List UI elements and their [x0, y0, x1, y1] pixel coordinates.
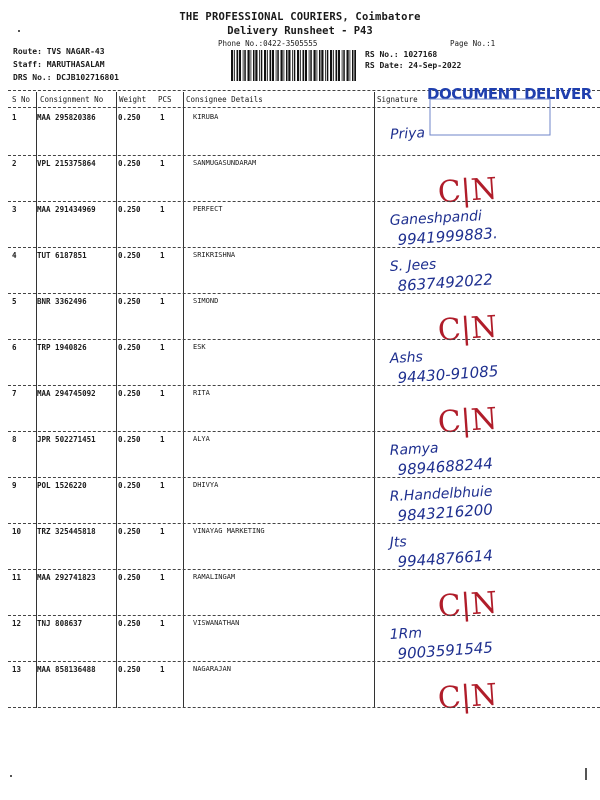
row-signature	[370, 208, 595, 255]
column-header-rule	[8, 107, 600, 108]
rs-date: RS Date: 24-Sep-2022	[365, 61, 462, 70]
row-weight: 0.250	[118, 343, 141, 352]
row-signature	[370, 533, 595, 577]
row-consignment-no: TUT 6187851	[37, 251, 87, 260]
row-signature	[370, 441, 595, 485]
row-consignee: RAMALINGAM	[193, 573, 236, 581]
rs-number: RS No.: 1027168	[365, 50, 438, 59]
signature-phone: 9944876614	[397, 546, 494, 571]
row-weight: 0.250	[118, 159, 141, 168]
row-consignee: DHIVYA	[193, 481, 219, 489]
row-weight: 0.250	[118, 205, 141, 214]
row-consignment-no: BNR 3362496	[37, 297, 87, 306]
signature-text: Ganeshpandi	[389, 208, 483, 229]
row-separator	[8, 615, 600, 616]
signature-text: Priya	[389, 125, 426, 143]
row-weight: 0.250	[118, 573, 141, 582]
col-header-sno: S No	[12, 95, 31, 104]
row-pcs: 1	[160, 389, 165, 398]
delivery-stamp-mark	[430, 99, 550, 135]
row-separator	[8, 339, 600, 340]
row-sno: 12	[12, 619, 22, 628]
row-pcs: 1	[160, 113, 165, 122]
row-weight: 0.250	[118, 619, 141, 628]
row-weight: 0.250	[118, 481, 141, 490]
document-delivered-stamp: DOCUMENT DELIVER	[427, 85, 592, 103]
row-separator	[8, 523, 600, 524]
row-signature	[370, 579, 595, 623]
col-header-pcs: PCS	[158, 95, 172, 104]
row-separator	[8, 247, 600, 248]
phone-number: Phone No.:0422-3505555	[218, 39, 318, 48]
row-pcs: 1	[160, 297, 165, 306]
row-consignment-no: TRZ 325445818	[37, 527, 96, 536]
signature-text: 1Rm	[389, 625, 423, 643]
row-consignee: PERFECT	[193, 205, 223, 213]
signature-text: R.Handelbhuie	[389, 483, 493, 505]
row-consignment-no: MAA 292741823	[37, 573, 96, 582]
signature-phone: 9843216200	[397, 500, 494, 525]
signature-text: C|N	[436, 585, 499, 625]
col-header-consignment: Consignment No	[40, 95, 104, 104]
row-weight: 0.250	[118, 113, 141, 122]
signature-phone: 94430-91085	[397, 361, 499, 387]
row-weight: 0.250	[118, 435, 141, 444]
row-consignee: KIRUBA	[193, 113, 219, 121]
row-pcs: 1	[160, 251, 165, 260]
row-sno: 5	[12, 297, 17, 306]
row-signature	[370, 119, 595, 163]
row-sno: 1	[12, 113, 17, 122]
row-consignee: SANMUGASUNDARAM	[193, 159, 257, 167]
row-sno: 2	[12, 159, 17, 168]
signature-text: C|N	[436, 171, 499, 211]
row-consignment-no: TRP 1940826	[37, 343, 87, 352]
row-separator	[8, 569, 600, 570]
signature-phone: 8637492022	[397, 270, 494, 295]
row-pcs: 1	[160, 343, 165, 352]
row-sno: 13	[12, 665, 22, 674]
row-consignment-no: VPL 215375864	[37, 159, 96, 168]
signature-text: Ashs	[389, 349, 424, 367]
col-header-consignee: Consignee Details	[186, 95, 263, 104]
row-separator	[8, 293, 600, 294]
barcode-image	[231, 50, 356, 81]
scan-speck	[10, 775, 12, 777]
row-weight: 0.250	[118, 527, 141, 536]
signature-text: Jts	[389, 534, 408, 551]
scan-speck	[18, 30, 20, 32]
row-sno: 4	[12, 251, 17, 260]
scan-speck	[585, 768, 587, 780]
row-sno: 3	[12, 205, 17, 214]
drs-number: DRS No.: DCJB102716801	[13, 73, 119, 82]
route-label: Route: TVS NAGAR-43	[13, 47, 105, 56]
row-consignment-no: MAA 291434969	[37, 205, 96, 214]
staff-label: Staff: MARUTHASALAM	[13, 60, 105, 69]
row-pcs: 1	[160, 573, 165, 582]
row-sno: 11	[12, 573, 22, 582]
row-weight: 0.250	[118, 665, 141, 674]
row-signature	[370, 625, 595, 669]
row-sno: 6	[12, 343, 17, 352]
row-consignment-no: POL 1526220	[37, 481, 87, 490]
document-title: THE PROFESSIONAL COURIERS, Coimbatore	[179, 11, 421, 23]
col-header-weight: Weight	[119, 95, 147, 104]
row-consignment-no: TNJ 808637	[37, 619, 83, 628]
row-pcs: 1	[160, 159, 165, 168]
row-separator	[8, 661, 600, 662]
row-pcs: 1	[160, 619, 165, 628]
row-consignment-no: MAA 858136488	[37, 665, 96, 674]
row-separator	[8, 155, 600, 156]
signature-phone: 9894688244	[397, 454, 494, 479]
row-consignee: ESK	[193, 343, 206, 351]
row-weight: 0.250	[118, 251, 141, 260]
signature-phone: 9003591545	[397, 638, 494, 663]
row-separator	[8, 201, 600, 202]
row-pcs: 1	[160, 481, 165, 490]
signature-phone: 9941999883.	[397, 224, 499, 249]
row-consignee: RITA	[193, 389, 210, 397]
row-signature	[370, 483, 595, 531]
row-separator	[8, 385, 600, 386]
row-consignment-no: JPR 502271451	[37, 435, 96, 444]
signature-text: Ramya	[389, 440, 439, 459]
row-consignment-no: MAA 294745092	[37, 389, 96, 398]
row-consignee: SRIKRISHNA	[193, 251, 236, 259]
signature-text: C|N	[436, 401, 499, 441]
row-separator	[8, 707, 600, 708]
row-pcs: 1	[160, 527, 165, 536]
row-sno: 9	[12, 481, 17, 490]
row-sno: 10	[12, 527, 22, 536]
row-pcs: 1	[160, 435, 165, 444]
row-pcs: 1	[160, 205, 165, 214]
row-consignment-no: MAA 295820386	[37, 113, 96, 122]
document-subtitle: Delivery Runsheet - P43	[227, 25, 373, 37]
row-weight: 0.250	[118, 389, 141, 398]
row-signature	[370, 349, 595, 393]
row-consignee: VINAYAG MARKETING	[193, 527, 265, 535]
row-pcs: 1	[160, 665, 165, 674]
signature-text: S. Jees	[389, 256, 437, 275]
signature-text: C|N	[436, 677, 499, 717]
row-consignee: SIMOND	[193, 297, 219, 305]
page-number: Page No.:1	[450, 39, 496, 48]
row-signature	[370, 165, 595, 209]
row-consignee: NAGARAJAN	[193, 665, 231, 673]
row-consignee: ALYA	[193, 435, 210, 443]
row-signature	[370, 671, 595, 715]
signature-text: C|N	[436, 309, 499, 349]
row-separator	[8, 477, 600, 478]
row-signature	[370, 303, 595, 347]
row-signature	[370, 257, 595, 301]
row-weight: 0.250	[118, 297, 141, 306]
row-separator	[8, 431, 600, 432]
row-consignee: VISWANATHAN	[193, 619, 240, 627]
row-sno: 8	[12, 435, 17, 444]
row-signature	[370, 395, 595, 439]
row-sno: 7	[12, 389, 17, 398]
col-header-signature: Signature	[377, 95, 418, 104]
